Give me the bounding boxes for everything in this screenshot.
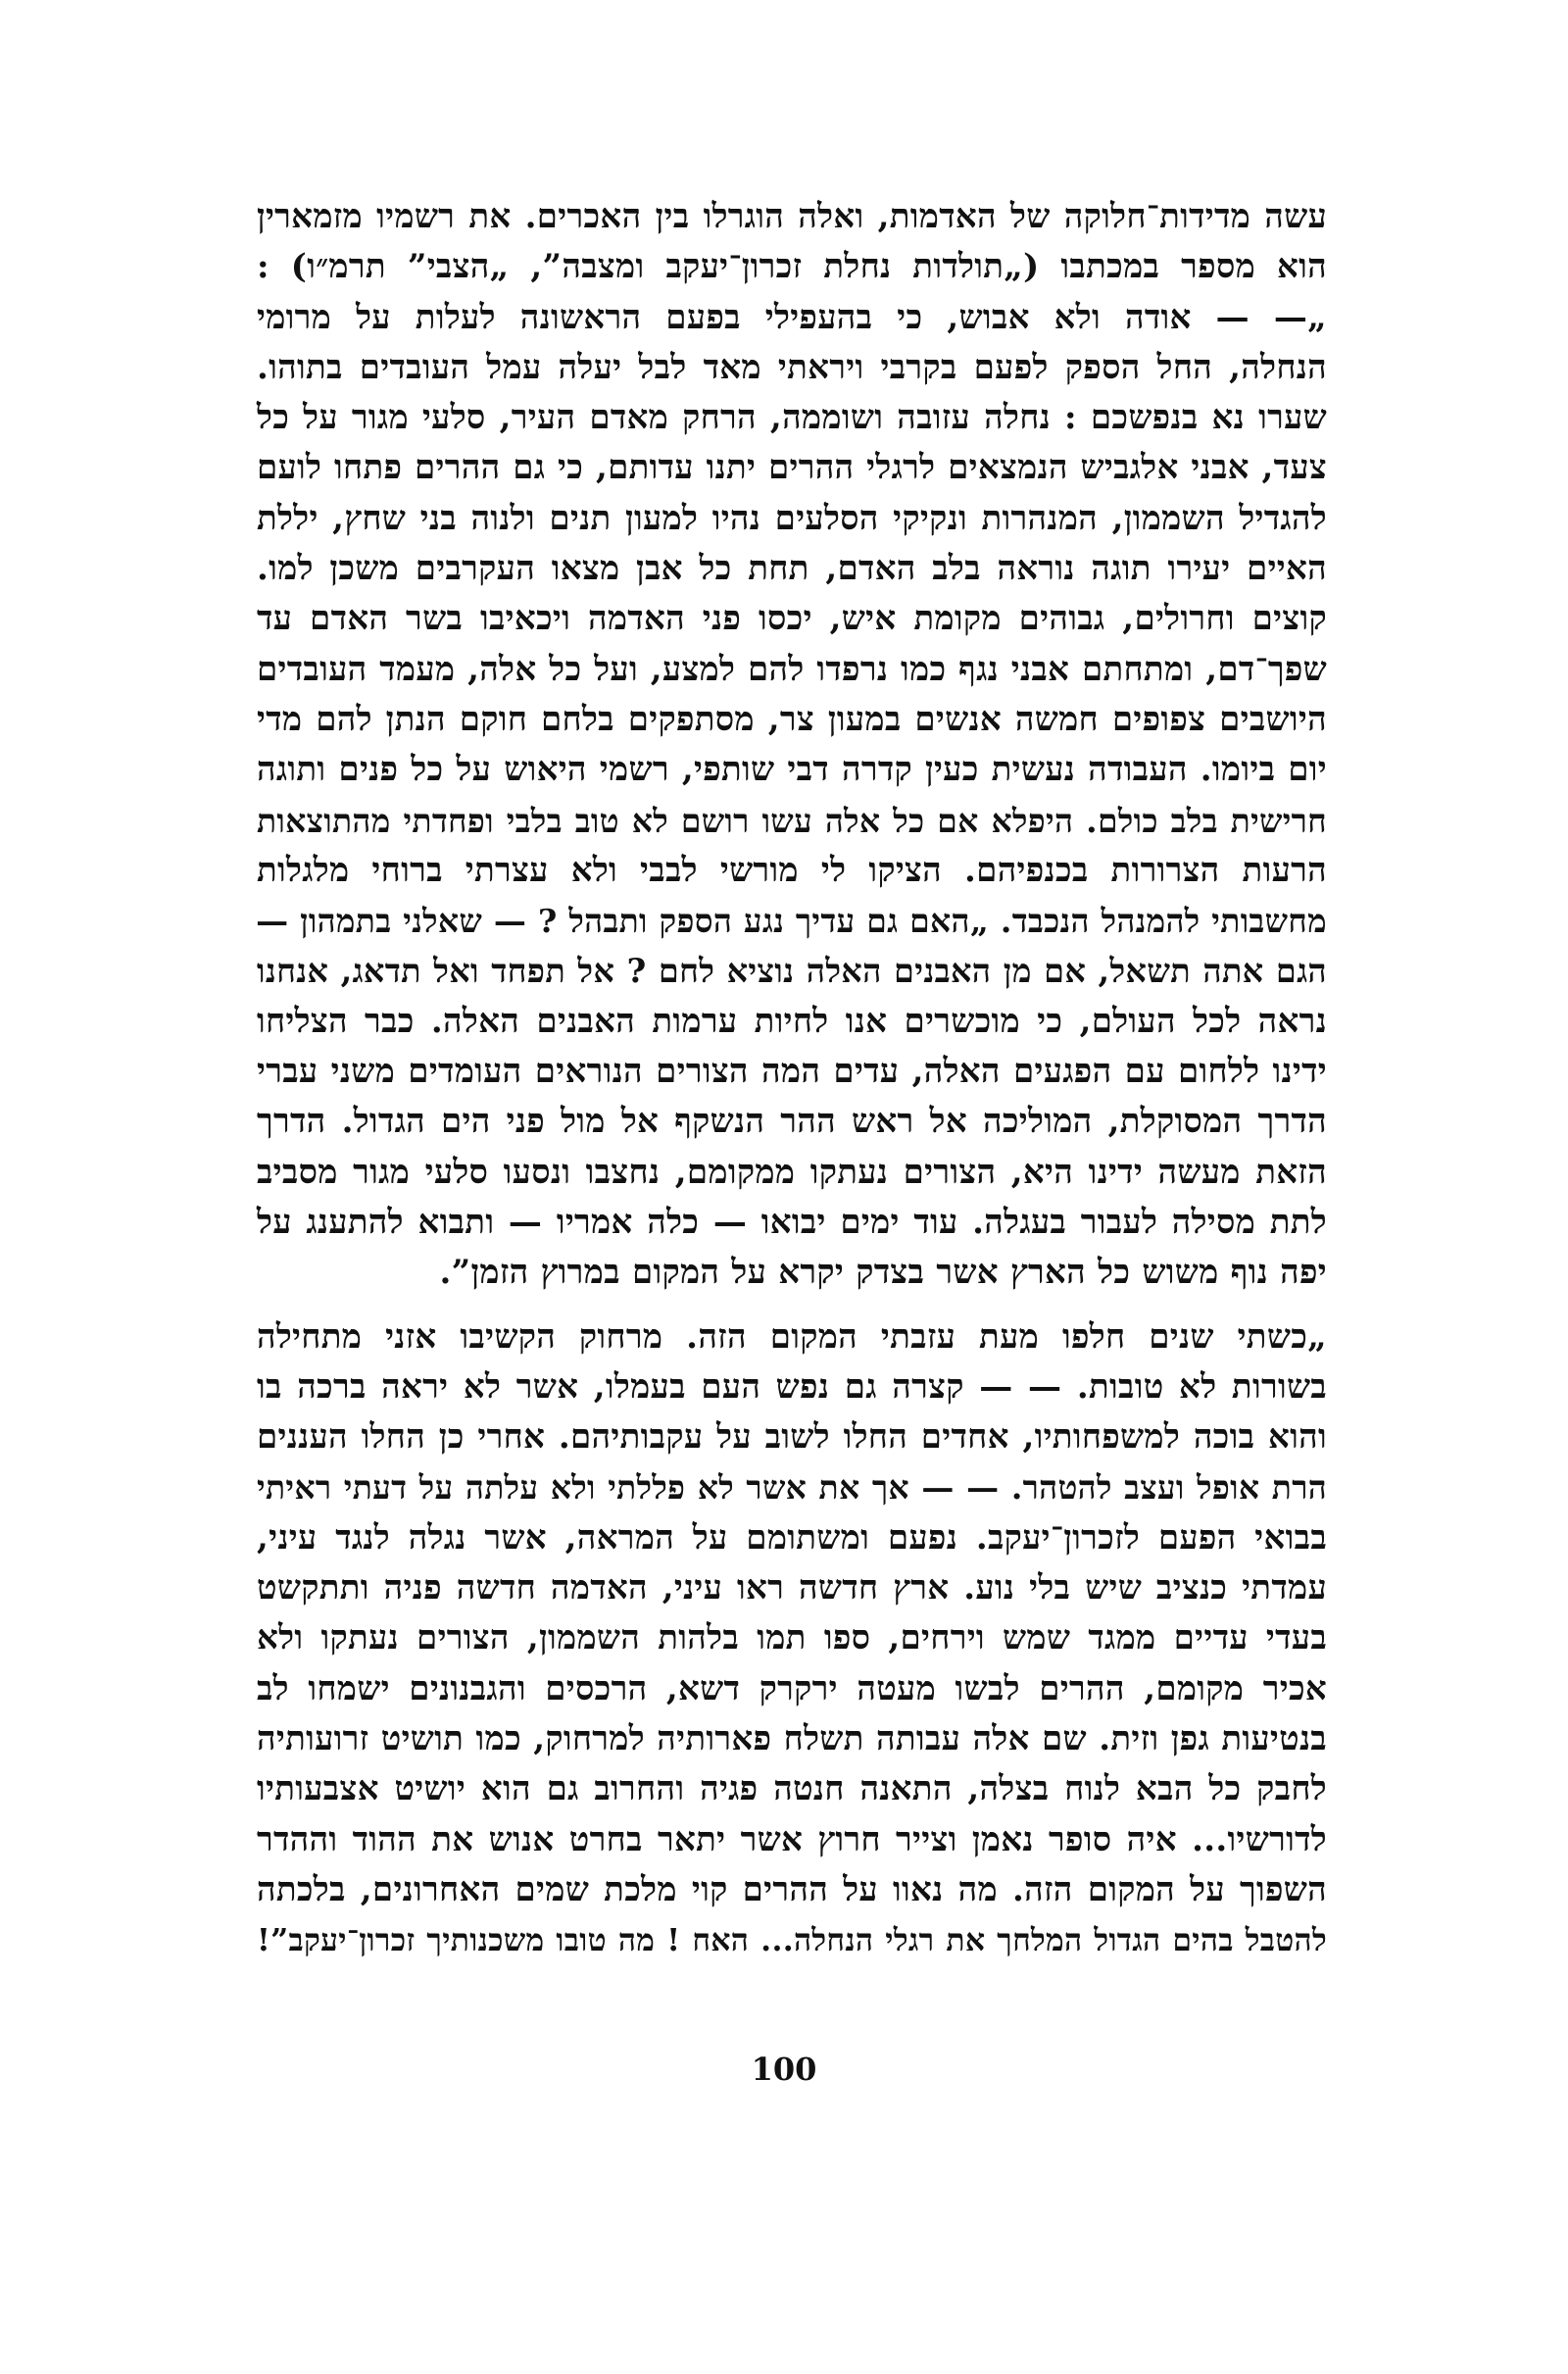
text-line: הזאת מעשה ידינו היא, הצורים נעתקו ממקומם, נחצבו ונסעו סלעי מגור מסביב: [257, 1152, 1327, 1192]
text-line: „כשתי שנים חלפו מעת עזבתי המקום הזה. מרחוק הקשיבו אזני מתחילה: [257, 1316, 1327, 1357]
text-line: בעדי עדיים ממגד שמש וירחים, ספו תמו בלהות השממון, הצורים נעתקו ולא: [257, 1618, 1327, 1658]
text-line: יום ביומו. העבודה נעשית כעין קדרה דבי שותפי, רשמי היאוש על כל פנים ותוגה: [257, 750, 1327, 790]
text-line: אכיר מקומם, ההרים לבשו מעטה ירקרק דשא, הרכסים והגבנונים ישמחו לב: [257, 1668, 1327, 1708]
text-line: מחשבותי להמנהל הנכבד. „האם גם עדיך נגע הספק ותבהל ? — שאלני בתמהון —: [256, 902, 1327, 941]
text-line: שערו נא בנפשכם : נחלה עזובה ושוממה, הרחק מאדם העיר, סלעי מגור על כל: [257, 398, 1327, 438]
text-line: הוא מספר במכתבו („תולדות נחלת זכרון־יעקב ומצבה”, „הצבי” תרמ״ו) :: [257, 247, 1327, 287]
text-line: יפה נוף משוש כל הארץ אשר בצדק יקרא על המקום במרוץ הזמן”.: [439, 1253, 1327, 1293]
text-line: הגם אתה תשאל, אם מן האבנים האלה נוציא לחם ? אל תפחד ואל תדאג, אנחנו: [257, 952, 1327, 991]
text-line: קוצים וחרולים, גבוהים מקומת איש, יכסו פני האדמה ויכאיבו בשר האדם עד: [257, 599, 1327, 639]
text-line: בנטיעות גפן וזית. שם אלה עבותה תשלח פארותיה למרחוק, כמו תושיט זרועותיה: [257, 1718, 1327, 1758]
text-line: הדרך המסוקלת, המוליכה אל ראש ההר הנשקף אל מול פני הים הגדול. הדרך: [257, 1102, 1327, 1142]
paragraph: [257, 1312, 1327, 1966]
text-line: הרת אופל ועצב להטהר. — — אך את אשר לא פללתי ולא עלתה על דעתי ראיתי: [257, 1468, 1327, 1508]
paragraph-gap: [257, 1299, 1327, 1312]
text-line: בבואי הפעם לזכרון־יעקב. נפעם ומשתומם על המראה, אשר נגלה לנגד עיני,: [257, 1517, 1327, 1558]
text-line: הרעות הצרורות בכנפיהם. הציקו לי מורשי לבבי ולא עצרתי ברוחי מלגלות: [257, 850, 1327, 890]
text-line: שפך־דם, ומתחתם אבני נגף כמו נרפדו להם למצע, ועל כל אלה, מעמד העובדים: [257, 649, 1327, 689]
text-line: לתת מסילה לעבור בעגלה. עוד ימים יבואו — כלה אמריו — ותבוא להתענג על: [257, 1202, 1327, 1242]
text-line: ידינו ללחום עם הפגעים האלה, עדים המה הצורים הנוראים העומדים משני עברי: [257, 1052, 1327, 1092]
text-line: להגדיל השממון, המנהרות ונקיקי הסלעים נהיו למעון תנים ולנוה בני שחץ, יללת: [257, 498, 1327, 538]
text-line: הנחלה, החל הספק לפעם בקרבי ויראתי מאד לבל יעלה עמל העובדים בתוהו.: [257, 347, 1327, 387]
text-line: והוא בוכה למשפחותיו, אחדים החלו לשוב על עקבותיהם. אחרי כן החלו העננים: [257, 1417, 1327, 1458]
text-line: לחבק כל הבא לנוח בצלה, התאנה חנטה פגיה והחרוב גם הוא יושיט אצבעותיו: [257, 1769, 1327, 1809]
text-line: לדורשיו... איה סופר נאמן וצייר חרוץ אשר יתאר בחרט אנוש את ההוד וההדר: [257, 1819, 1327, 1859]
text-line: עמדתי כנציב שיש בלי נוע. ארץ חדשה ראו עיני, האדמה חדשה פניה ותתקשט: [257, 1568, 1327, 1608]
text-line: האיים יעירו תוגה נוראה בלב האדם, תחת כל אבן מצאו העקרבים משכן למו.: [257, 549, 1327, 589]
page-text: [257, 192, 1327, 1965]
text-line: היושבים צפופים חמשה אנשים במעון צר, מסתפקים בלחם חוקם הנתן להם מדי: [257, 699, 1327, 739]
text-line: צעד, אבני אלגביש הנמצאים לרגלי ההרים יתנו עדותם, כי גם ההרים פתחו לועם: [257, 448, 1327, 488]
text-line: „— — אודה ולא אבוש, כי בהעפילי בפעם הראשונה לעלות על מרומי: [257, 297, 1327, 337]
text-line: עשה מדידות־חלוקה של האדמות, ואלה הוגרלו בין האכרים. את רשמיו מזמארין: [257, 197, 1327, 236]
text-line: בשורות לא טובות. — — קצרה גם נפש העם בעמלו, אשר לא יראה ברכה בו: [257, 1366, 1327, 1407]
paragraph: [257, 192, 1327, 1299]
page-number: 100: [751, 2051, 817, 2088]
text-line: להטבל בהים הגדול המלחך את רגלי הנחלה... האח ! מה טובו משכנותיך זכרון־יעקב”!: [257, 1922, 1327, 1959]
text-line: השפוך על המקום הזה. מה נאוו על ההרים קוי מלכת שמים האחרונים, בלכתה: [257, 1869, 1327, 1909]
text-line: חרישית בלב כולם. היפלא אם כל אלה עשו רושם לא טוב בלבי ופחדתי מהתוצאות: [257, 801, 1327, 840]
text-line: נראה לכל העולם, כי מוכשרים אנו לחיות ערמות האבנים האלה. כבר הצליחו: [257, 1001, 1327, 1041]
